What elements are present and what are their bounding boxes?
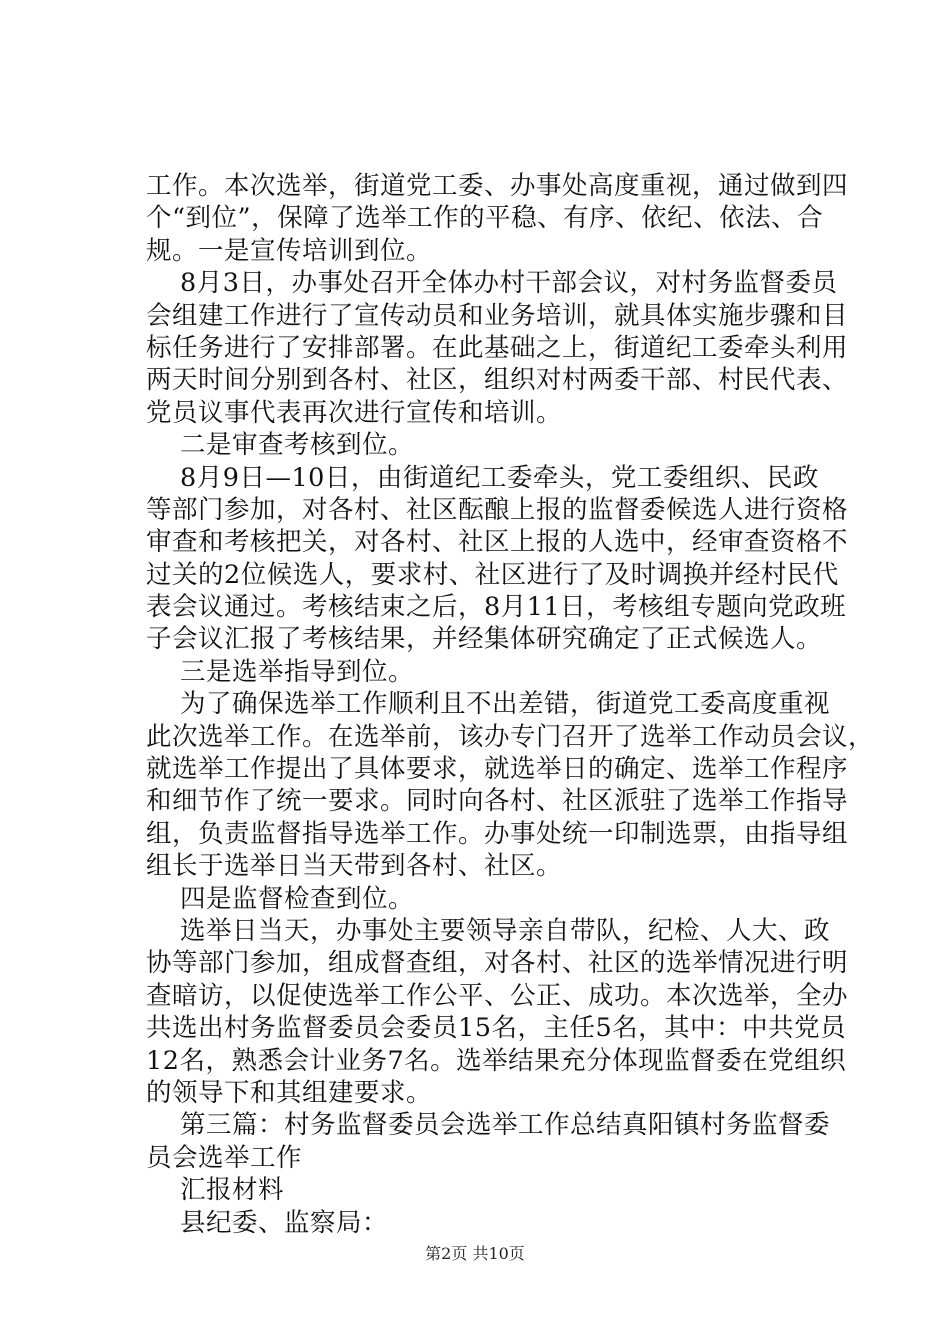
text-line: 审查和考核把关，对各村、社区上报的人选中，经审查资格不 <box>146 527 849 558</box>
text-line: 标任务进行了安排部署。在此基础之上，街道纪工委牵头利用 <box>146 332 849 363</box>
text-line: 的领导下和其组建要求。 <box>146 1077 433 1108</box>
text-line: 等部门参加，对各村、社区酝酿上报的监督委候选人进行资格 <box>146 494 849 525</box>
text-line: 规。一是宣传培训到位。 <box>146 235 433 266</box>
text-line: 子会议汇报了考核结果，并经集体研究确定了正式候选人。 <box>146 624 823 655</box>
text-line: 共选出村务监督委员会委员15名，主任5名，其中：中共党员 <box>146 1013 847 1044</box>
text-line: 组，负责监督指导选举工作。办事处统一印制选票，由指导组 <box>146 818 849 849</box>
text-line: 会组建工作进行了宣传动员和业务培训，就具体实施步骤和目 <box>146 300 849 331</box>
text-line: 两天时间分别到各村、社区，组织对村两委干部、村民代表、 <box>146 365 849 396</box>
text-line: 第三篇：村务监督委员会选举工作总结真阳镇村务监督委 <box>180 1110 831 1141</box>
text-line: 就选举工作提出了具体要求，就选举日的确定、选举工作程序 <box>146 754 849 785</box>
text-line: 个“到位”，保障了选举工作的平稳、有序、依纪、依法、合 <box>146 203 824 234</box>
text-line: 8月9日—10日，由街道纪工委牵头，党工委组织、民政 <box>180 462 819 493</box>
text-line: 协等部门参加，组成督查组，对各村、社区的选举情况进行明 <box>146 948 849 979</box>
document-body <box>146 170 875 1239</box>
text-line: 表会议通过。考核结束之后，8月11日，考核组专题向党政班 <box>146 592 847 623</box>
text-line: 和细节作了统一要求。同时向各村、社区派驻了选举工作指导 <box>146 786 849 817</box>
text-line: 二是审查考核到位。 <box>180 430 415 461</box>
text-line: 四是监督检查到位。 <box>180 883 415 914</box>
text-line: 党员议事代表再次进行宣传和培训。 <box>146 397 563 428</box>
text-line: 8月3日，办事处召开全体办村干部会议，对村务监督委员 <box>180 268 838 299</box>
page-footer: 第2页 共10页 <box>425 1244 525 1263</box>
text-line: 过关的2位候选人，要求村、社区进行了及时调换并经村民代 <box>146 559 839 590</box>
text-line: 汇报材料 <box>180 1175 285 1206</box>
text-line: 工作。本次选举，街道党工委、办事处高度重视，通过做到四 <box>146 171 849 201</box>
text-line: 此次选举工作。在选举前，该办专门召开了选举工作动员会议， <box>146 721 875 752</box>
text-line: 县纪委、监察局： <box>180 1207 389 1238</box>
text-line: 12名，熟悉会计业务7名。选举结果充分体现监督委在党组织 <box>146 1045 847 1076</box>
text-line: 组长于选举日当天带到各村、社区。 <box>146 851 563 882</box>
text-line: 查暗访，以促使选举工作公平、公正、成功。本次选举，全办 <box>146 980 849 1011</box>
text-line: 三是选举指导到位。 <box>180 656 415 687</box>
text-line: 为了确保选举工作顺利且不出差错，街道党工委高度重视 <box>180 689 831 720</box>
text-line: 选举日当天，办事处主要领导亲自带队，纪检、人大、政 <box>180 915 831 946</box>
text-line: 员会选举工作 <box>146 1142 303 1173</box>
